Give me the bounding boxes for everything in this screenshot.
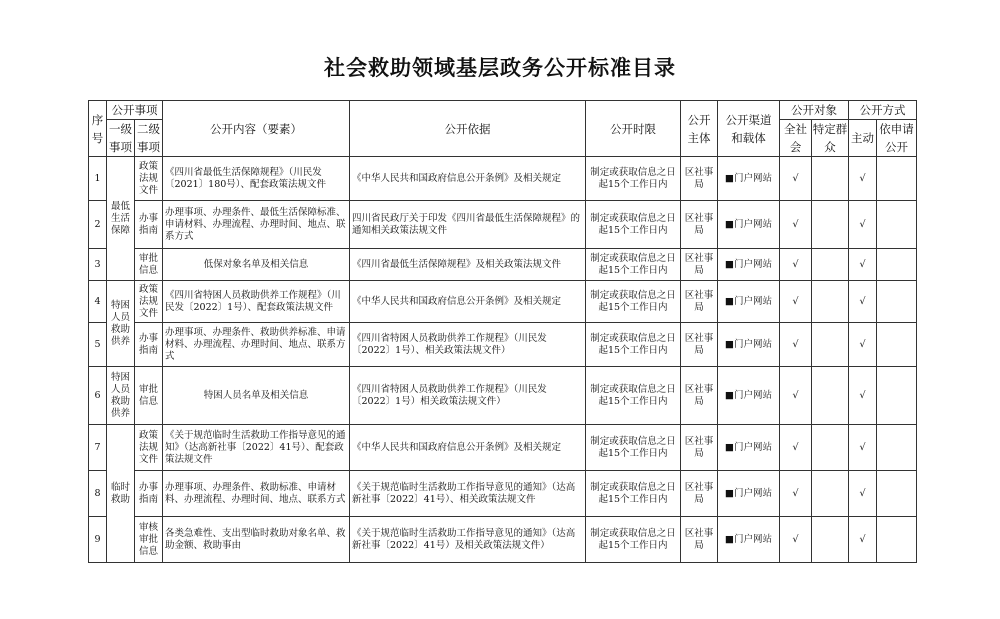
table-row: [89, 157, 917, 201]
subject-cell: 区社事局: [681, 425, 718, 471]
time-cell: 制定或获取信息之日起15个工作日内: [586, 517, 681, 563]
header-channel: 公开渠道和载体: [718, 101, 780, 157]
basis-cell: 《中华人民共和国政府信息公开条例》及相关规定: [350, 157, 586, 201]
level2-cell: 政策法规文件: [135, 157, 163, 201]
aud-specific-cell: [812, 157, 849, 201]
aud-all-cell: √: [780, 201, 812, 249]
request-cell: [877, 425, 917, 471]
request-cell: [877, 249, 917, 281]
content-cell: 办理事项、办理条件、最低生活保障标准、申请材料、办理流程、办理时间、地点、联系方式: [163, 201, 350, 249]
seq-cell: 3: [89, 249, 107, 281]
level2-cell: 审核审批信息: [135, 517, 163, 563]
aud-all-cell: √: [780, 471, 812, 517]
request-cell: [877, 201, 917, 249]
header-level1: 一级事项: [107, 120, 135, 157]
time-cell: 制定或获取信息之日起15个工作日内: [586, 249, 681, 281]
subject-cell: 区社事局: [681, 323, 718, 367]
page-title: 社会救助领域基层政务公开标准目录: [324, 55, 676, 80]
header-items: 公开事项: [107, 101, 163, 120]
channel-cell: ■门户网站: [718, 281, 780, 323]
subject-cell: 区社事局: [681, 249, 718, 281]
header-subject: 公开主体: [681, 101, 718, 157]
basis-cell: 《中华人民共和国政府信息公开条例》及相关规定: [350, 425, 586, 471]
time-cell: 制定或获取信息之日起15个工作日内: [586, 425, 681, 471]
basis-cell: 《四川省特困人员救助供养工作规程》（川民发〔2022〕1号）、相关政策法规文件）: [350, 323, 586, 367]
level2-cell: 办事指南: [135, 323, 163, 367]
table-row: [89, 281, 917, 323]
active-cell: √: [849, 425, 877, 471]
table-row: [89, 367, 917, 425]
basis-cell: 《四川省特困人员救助供养工作规程》（川民发〔2022〕1号）相关政策法规文件）: [350, 367, 586, 425]
request-cell: [877, 471, 917, 517]
header-m-active: 主动: [849, 120, 877, 157]
aud-all-cell: √: [780, 281, 812, 323]
time-cell: 制定或获取信息之日起15个工作日内: [586, 471, 681, 517]
level2-cell: 政策法规文件: [135, 425, 163, 471]
content-cell: 《四川省特困人员救助供养工作规程》（川民发〔2022〕1号）、配套政策法规文件: [163, 281, 350, 323]
active-cell: √: [849, 281, 877, 323]
subject-cell: 区社事局: [681, 517, 718, 563]
active-cell: √: [849, 249, 877, 281]
request-cell: [877, 157, 917, 201]
aud-specific-cell: [812, 201, 849, 249]
seq-cell: 7: [89, 425, 107, 471]
header-time: 公开时限: [586, 101, 681, 157]
header-audience: 公开对象: [780, 101, 849, 120]
active-cell: √: [849, 367, 877, 425]
time-cell: 制定或获取信息之日起15个工作日内: [586, 157, 681, 201]
level2-cell: 办事指南: [135, 201, 163, 249]
aud-specific-cell: [812, 471, 849, 517]
table-row: [89, 471, 917, 517]
seq-cell: 5: [89, 323, 107, 367]
subject-cell: 区社事局: [681, 201, 718, 249]
active-cell: √: [849, 157, 877, 201]
header-content: 公开内容（要素）: [163, 101, 350, 157]
channel-cell: ■门户网站: [718, 367, 780, 425]
aud-all-cell: √: [780, 517, 812, 563]
seq-cell: 6: [89, 367, 107, 425]
aud-all-cell: √: [780, 249, 812, 281]
channel-cell: ■门户网站: [718, 201, 780, 249]
channel-cell: ■门户网站: [718, 517, 780, 563]
header-m-request: 依申请公开: [877, 120, 917, 157]
basis-cell: 《关于规范临时生活救助工作指导意见的通知》（达高新社事〔2022〕41号）、相关政策法规文件: [350, 471, 586, 517]
level1-cell: 最低生活保障: [107, 157, 135, 281]
active-cell: √: [849, 201, 877, 249]
seq-cell: 1: [89, 157, 107, 201]
basis-cell: 四川省民政厅关于印发《四川省最低生活保障规程》的通知相关政策法规文件: [350, 201, 586, 249]
time-cell: 制定或获取信息之日起15个工作日内: [586, 367, 681, 425]
request-cell: [877, 517, 917, 563]
subject-cell: 区社事局: [681, 471, 718, 517]
aud-specific-cell: [812, 517, 849, 563]
basis-cell: 《四川省最低生活保障规程》及相关政策法规文件: [350, 249, 586, 281]
basis-cell: 《中华人民共和国政府信息公开条例》及相关规定: [350, 281, 586, 323]
channel-cell: ■门户网站: [718, 323, 780, 367]
content-cell: 办理事项、办理条件、救助标准、申请材料、办理流程、办理时间、地点、联系方式: [163, 471, 350, 517]
seq-cell: 8: [89, 471, 107, 517]
header-aud-specific: 特定群众: [812, 120, 849, 157]
aud-specific-cell: [812, 281, 849, 323]
active-cell: √: [849, 517, 877, 563]
aud-all-cell: √: [780, 323, 812, 367]
content-cell: 低保对象名单及相关信息: [163, 249, 350, 281]
level2-cell: 政策法规文件: [135, 281, 163, 323]
level2-cell: 办事指南: [135, 471, 163, 517]
level1-cell: 特困人员救助供养: [107, 281, 135, 367]
level1-cell: 临时救助: [107, 425, 135, 563]
seq-cell: 9: [89, 517, 107, 563]
aud-all-cell: √: [780, 367, 812, 425]
aud-all-cell: √: [780, 157, 812, 201]
table-row: [89, 425, 917, 471]
aud-specific-cell: [812, 323, 849, 367]
header-seq: 序号: [89, 101, 107, 157]
subject-cell: 区社事局: [681, 281, 718, 323]
seq-cell: 2: [89, 201, 107, 249]
subject-cell: 区社事局: [681, 367, 718, 425]
level2-cell: 审批信息: [135, 367, 163, 425]
level2-cell: 审批信息: [135, 249, 163, 281]
content-cell: 《四川省最低生活保障规程》（川民发〔2021〕180号）、配套政策法规文件: [163, 157, 350, 201]
content-cell: 各类急难性、支出型临时救助对象名单、救助金额、救助事由: [163, 517, 350, 563]
request-cell: [877, 323, 917, 367]
table-row: [89, 517, 917, 563]
content-cell: 特困人员名单及相关信息: [163, 367, 350, 425]
basis-cell: 《关于规范临时生活救助工作指导意见的通知》（达高新社事〔2022〕41号）及相关政策法规文件）: [350, 517, 586, 563]
request-cell: [877, 367, 917, 425]
active-cell: √: [849, 323, 877, 367]
aud-specific-cell: [812, 367, 849, 425]
time-cell: 制定或获取信息之日起15个工作日内: [586, 323, 681, 367]
aud-all-cell: √: [780, 425, 812, 471]
content-cell: 办理事项、办理条件、救助供养标准、申请材料、办理流程、办理时间、地点、联系方式: [163, 323, 350, 367]
channel-cell: ■门户网站: [718, 249, 780, 281]
time-cell: 制定或获取信息之日起15个工作日内: [586, 281, 681, 323]
channel-cell: ■门户网站: [718, 471, 780, 517]
catalog-table: [88, 100, 917, 563]
level1-cell: 特困人员救助供养: [107, 367, 135, 425]
header-level2: 二级事项: [135, 120, 163, 157]
active-cell: √: [849, 471, 877, 517]
channel-cell: ■门户网站: [718, 425, 780, 471]
header-basis: 公开依据: [350, 101, 586, 157]
table-row: [89, 249, 917, 281]
table-row: [89, 323, 917, 367]
aud-specific-cell: [812, 425, 849, 471]
time-cell: 制定或获取信息之日起15个工作日内: [586, 201, 681, 249]
request-cell: [877, 281, 917, 323]
table-row: [89, 201, 917, 249]
seq-cell: 4: [89, 281, 107, 323]
aud-specific-cell: [812, 249, 849, 281]
header-method: 公开方式: [849, 101, 917, 120]
subject-cell: 区社事局: [681, 157, 718, 201]
channel-cell: ■门户网站: [718, 157, 780, 201]
header-aud-all: 全社会: [780, 120, 812, 157]
content-cell: 《关于规范临时生活救助工作指导意见的通知》（达高新社事〔2022〕41号）、配套政策法规文件: [163, 425, 350, 471]
